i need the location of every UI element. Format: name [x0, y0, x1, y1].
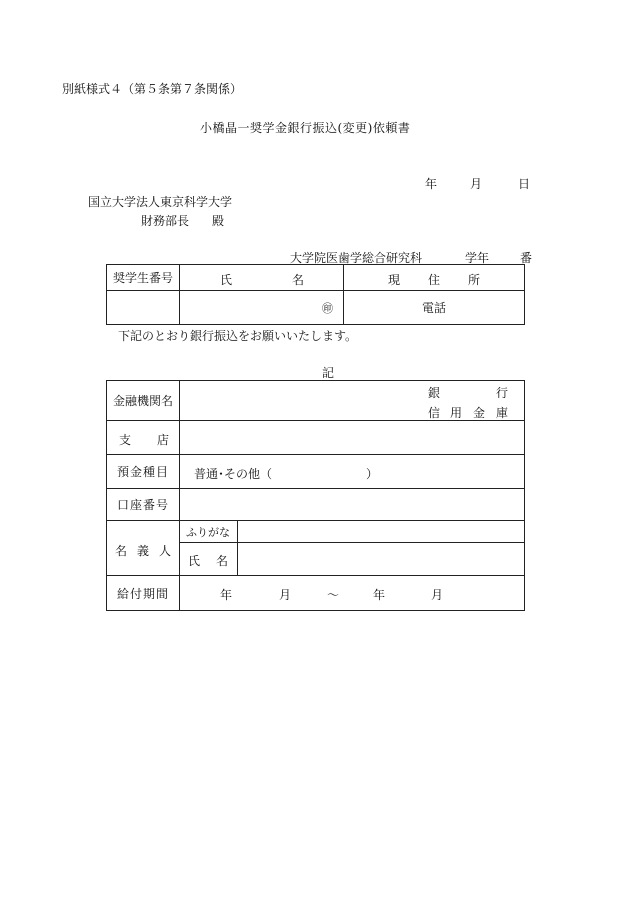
period-tilde: ～ [327, 588, 340, 602]
holder-label-char-2: 義 [137, 544, 150, 558]
affiliation-school: 大学院医歯学総合研究科 [290, 251, 423, 265]
affiliation-number: 番 [520, 251, 533, 265]
payment-period-label: 給付期間 [107, 576, 180, 611]
period-month-1: 月 [279, 588, 292, 602]
form-label: 別紙様式４（第５条第７条関係） [62, 82, 243, 96]
period-year-1: 年 [220, 588, 233, 602]
holder-label-char-3: 人 [159, 544, 172, 558]
deposit-type-field[interactable] [180, 455, 525, 489]
deposit-type-value: 普通･その他（ [194, 467, 273, 481]
branch-field[interactable] [180, 421, 525, 455]
branch-label [107, 421, 180, 455]
holder-label-char-1: 名 [115, 544, 128, 558]
bank-table [106, 380, 525, 611]
student-name-header [180, 265, 344, 291]
student-name-field[interactable] [180, 291, 344, 325]
branch-label-char-2: 店 [157, 433, 170, 447]
holder-name-char-2: 名 [216, 554, 229, 568]
bank-name-label: 金融機関名 [107, 381, 180, 421]
furigana-field[interactable] [238, 521, 525, 543]
bank-suffix-char-2: 行 [496, 386, 509, 400]
deposit-type-close: ） [366, 467, 379, 481]
address-header-char-1: 現 [388, 273, 401, 287]
date-month: 月 [470, 177, 483, 191]
name-header-char-2: 名 [292, 273, 305, 287]
period-month-2: 月 [431, 588, 444, 602]
bank-name-field[interactable] [180, 381, 525, 421]
credit-union-char-2: 用 [450, 406, 463, 420]
account-holder-label [107, 521, 180, 576]
bank-suffix-char-1: 銀 [428, 386, 441, 400]
address-header-char-3: 所 [468, 273, 481, 287]
student-id-header: 奨学生番号 [107, 265, 180, 291]
date-day: 日 [518, 177, 531, 191]
affiliation-grade: 学年 [465, 251, 490, 265]
addressee-honorific: 殿 [212, 214, 225, 228]
phone-field[interactable] [344, 291, 525, 325]
account-number-field[interactable] [180, 489, 525, 521]
phone-label: 電話 [421, 301, 446, 315]
credit-union-char-4: 庫 [496, 406, 509, 420]
addressee-dept: 財務部長 [141, 214, 190, 228]
student-id-field[interactable] [107, 291, 180, 325]
account-number-label: 口座番号 [107, 489, 180, 521]
student-table [106, 264, 525, 325]
holder-name-field[interactable] [238, 543, 525, 576]
holder-name-char-1: 氏 [188, 554, 201, 568]
credit-union-char-1: 信 [428, 406, 441, 420]
deposit-type-label: 預金種目 [107, 455, 180, 489]
name-header-char-1: 氏 [220, 273, 233, 287]
address-header [344, 265, 525, 291]
branch-label-char-1: 支 [119, 433, 132, 447]
furigana-label: ふりがな [180, 521, 238, 543]
period-year-2: 年 [373, 588, 386, 602]
request-text: 下記のとおり銀行振込をお願いいたします。 [118, 329, 358, 343]
seal-mark: ㊞ [322, 301, 333, 315]
payment-period-field[interactable] [180, 576, 525, 611]
credit-union-char-3: 金 [473, 406, 486, 420]
holder-name-label [180, 543, 238, 576]
address-header-char-2: 住 [428, 273, 441, 287]
date-year: 年 [425, 177, 438, 191]
ki-heading: 記 [322, 366, 335, 380]
document-title: 小橋晶一奨学金銀行振込(変更)依頼書 [200, 121, 411, 135]
addressee-org: 国立大学法人東京科学大学 [88, 195, 233, 209]
